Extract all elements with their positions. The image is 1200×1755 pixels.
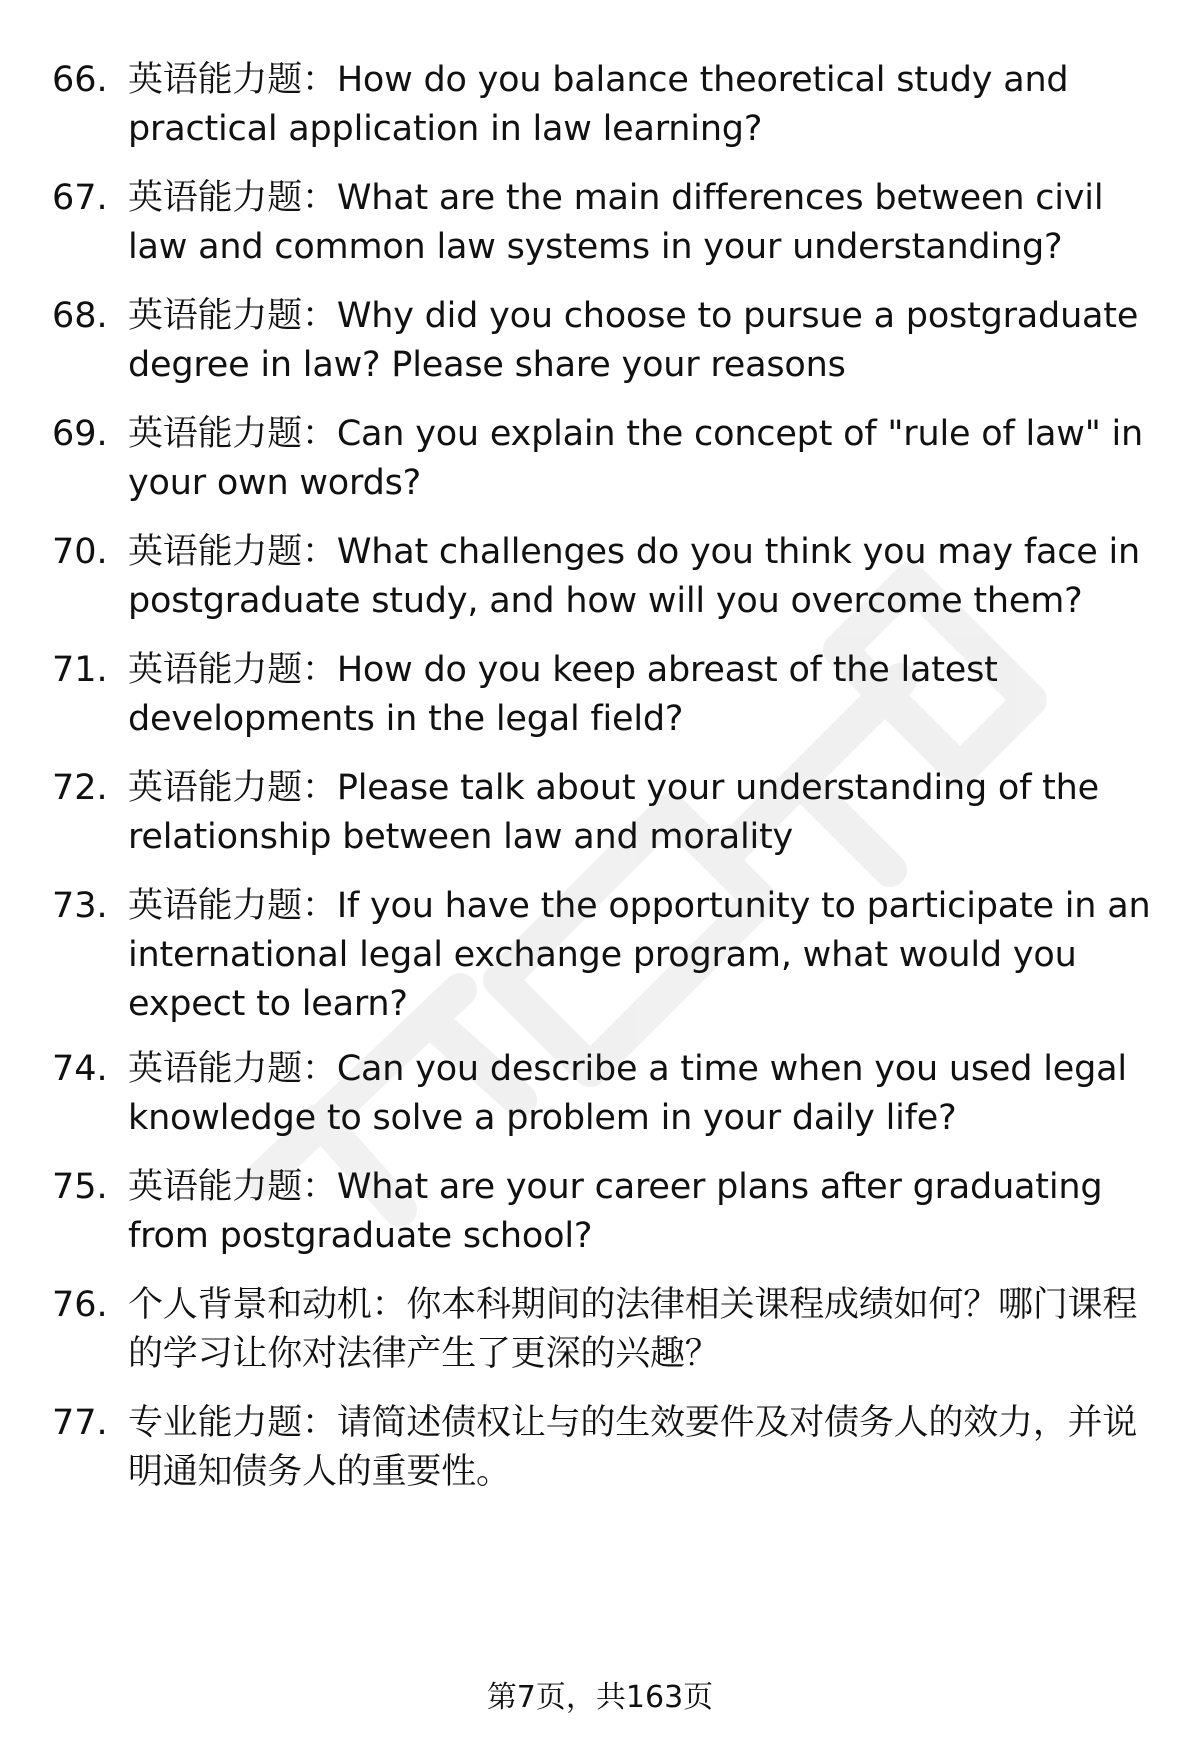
question-category: 英语能力题： [128,650,337,690]
question-body [128,410,1158,508]
question-body [128,1281,1158,1379]
question-text: 请简述债权让与的生效要件及对债务人的效力，并说明通知债务人的重要性。 [128,1403,1138,1492]
question-body [128,1399,1158,1497]
question-body [128,292,1158,390]
question-text: Can you explain the concept of "rule of law" in your own words? [128,414,1144,503]
question-text: What are the main differences between civil law and common law systems in your understanding? [128,178,1104,267]
question-body [128,1163,1158,1261]
question-category: 英语能力题： [128,532,337,572]
question-number: 74. [52,1049,108,1089]
question-text: What are your career plans after graduating from postgraduate school? [128,1167,1103,1256]
question-text: Why did you choose to pursue a postgraduate degree in law? Please share your reasons [128,296,1139,385]
question-category: 英语能力题： [128,886,337,926]
page-number-footer: 第7页，共163页 [486,1680,714,1715]
question-category: 英语能力题： [128,296,337,336]
question-number: 76. [52,1285,108,1325]
question-number: 68. [52,296,108,336]
question-text: If you have the opportunity to participate in an international legal exchange program, what would you expect to learn? [128,886,1151,1024]
question-text: 你本科期间的法律相关课程成绩如何？哪门课程的学习让你对法律产生了更深的兴趣？ [128,1285,1138,1374]
question-text: How do you balance theoretical study and practical application in law learning? [128,60,1069,149]
question-number: 66. [52,60,108,100]
question-number: 67. [52,178,108,218]
question-body [128,882,1158,1029]
question-number: 73. [52,886,108,926]
question-body [128,764,1158,862]
question-text: Can you describe a time when you used legal knowledge to solve a problem in your daily life? [128,1049,1127,1138]
question-category: 英语能力题： [128,1167,337,1207]
question-category: 英语能力题： [128,60,337,100]
question-text: What challenges do you think you may face in postgraduate study, and how will you overcome them? [128,532,1141,621]
question-number: 70. [52,532,108,572]
question-category: 英语能力题： [128,178,337,218]
question-body [128,1045,1158,1143]
question-text: Please talk about your understanding of the relationship between law and morality [128,768,1099,857]
question-number: 72. [52,768,108,808]
question-category: 英语能力题： [128,414,337,454]
question-body [128,646,1158,744]
question-body [128,528,1158,626]
question-body [128,56,1158,154]
question-category: 英语能力题： [128,768,337,808]
question-number: 77. [52,1403,108,1443]
question-body [128,174,1158,272]
question-number: 75. [52,1167,108,1207]
question-category: 个人背景和动机： [128,1285,407,1325]
question-number: 69. [52,414,108,454]
question-number: 71. [52,650,108,690]
question-category: 专业能力题： [128,1403,337,1443]
question-category: 英语能力题： [128,1049,337,1089]
question-text: How do you keep abreast of the latest developments in the legal field? [128,650,998,739]
